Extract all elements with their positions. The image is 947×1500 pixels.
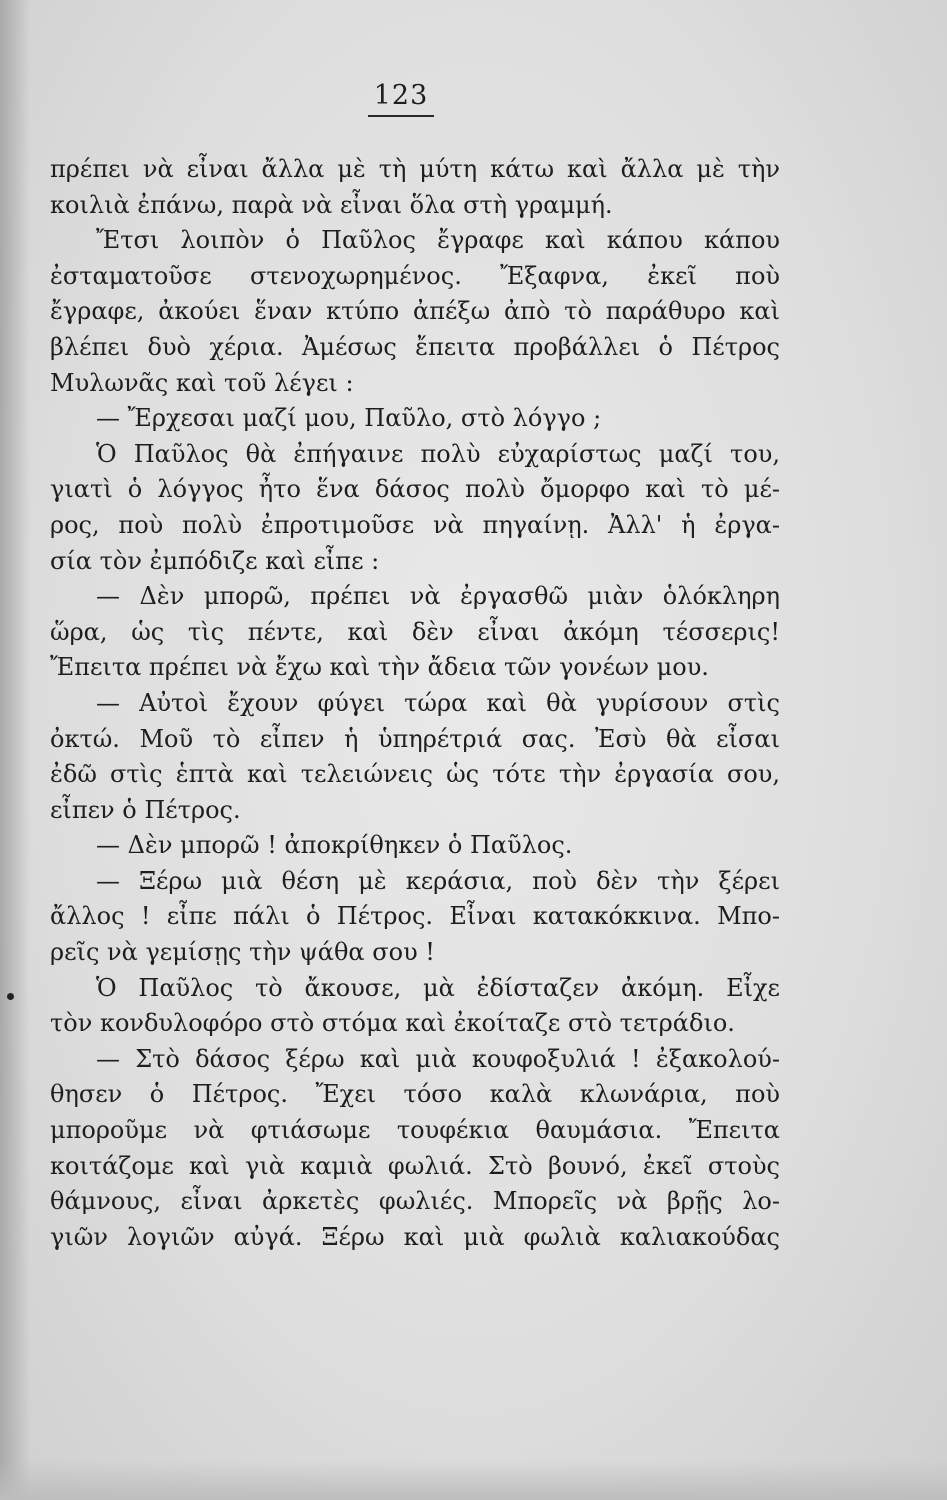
page-shadow-bottom xyxy=(0,1460,947,1500)
text-line: ρεῖς νὰ γεμίσῃς τὴν ψάθα σου ! xyxy=(50,938,435,967)
page-number: 123 xyxy=(368,80,434,117)
text-line: — Στὸ δάσος ξέρω καὶ μιὰ κουφοξυλιά ! ἐξακολού- xyxy=(96,1044,780,1073)
text-line: ὀκτώ. Μοῦ τὸ εἶπεν ἡ ὑπηρέτριά σας. Ἐσὺ θὰ εἶσαι xyxy=(50,724,780,753)
text-line: ἔγραφε, ἀκούει ἕναν κτύπο ἀπέξω ἀπὸ τὸ παράθυρο καὶ xyxy=(50,297,780,326)
text-line: σία τὸν ἐμπόδιζε καὶ εἶπε : xyxy=(50,546,380,575)
text-line: — Δὲν μπορῶ ! ἀποκρίθηκεν ὁ Παῦλος. xyxy=(96,831,573,860)
text-line: μποροῦμε νὰ φτιάσωμε τουφέκια θαυμάσια. Ἔπειτα xyxy=(50,1116,780,1145)
text-line: — Δὲν μπορῶ, πρέπει νὰ ἐργασθῶ μιὰν ὁλόκληρη xyxy=(96,582,780,611)
text-line: τὸν κονδυλοφόρο στὸ στόμα καὶ ἐκοίταζε στὸ τετράδιο. xyxy=(50,1009,735,1038)
body-text xyxy=(50,152,780,1255)
text-line: Ἔτσι λοιπὸν ὁ Παῦλος ἔγραφε καὶ κάπου κάπου xyxy=(96,226,780,255)
text-line: Ὁ Παῦλος τὸ ἄκουσε, μὰ ἐδίσταζεν ἀκόμη. Εἶχε xyxy=(96,973,780,1002)
text-line: — Αὐτοὶ ἔχουν φύγει τώρα καὶ θὰ γυρίσουν στὶς xyxy=(96,688,780,717)
text-line: κοιλιὰ ἐπάνω, παρὰ νὰ εἶναι ὅλα στὴ γραμμή. xyxy=(50,190,613,219)
text-line: πρέπει νὰ εἶναι ἄλλα μὲ τὴ μύτη κάτω καὶ ἄλλα μὲ τὴν xyxy=(50,155,780,183)
text-line: — Ἔρχεσαι μαζί μου, Παῦλο, στὸ λόγγο ; xyxy=(96,404,602,433)
text-line: γιῶν λογιῶν αὐγά. Ξέρω καὶ μιὰ φωλιὰ καλιακούδας xyxy=(50,1222,780,1251)
text-line: Μυλωνᾶς καὶ τοῦ λέγει : xyxy=(50,368,354,397)
text-line: ἐδῶ στὶς ἑπτὰ καὶ τελειώνεις ὡς τότε τὴν ἐργασία σου, xyxy=(50,760,780,789)
page-shadow-left xyxy=(0,0,30,1500)
text-line: Ὁ Παῦλος θὰ ἐπήγαινε πολὺ εὐχαρίστως μαζί του, xyxy=(96,439,780,468)
text-line: ἐσταματοῦσε στενοχωρημένος. Ἔξαφνα, ἐκεῖ ποὺ xyxy=(50,261,780,290)
text-line: ὥρα, ὡς τὶς πέντε, καὶ δὲν εἶναι ἀκόμη τέσσερις! xyxy=(50,617,780,646)
text-line: θάμνους, εἶναι ἀρκετὲς φωλιές. Μπορεῖς νὰ βρῇς λο- xyxy=(50,1187,780,1216)
text-line: — Ξέρω μιὰ θέση μὲ κεράσια, ποὺ δὲν τὴν ξέρει xyxy=(96,866,780,895)
text-line: θησεν ὁ Πέτρος. Ἔχει τόσο καλὰ κλωνάρια, ποὺ xyxy=(50,1080,780,1109)
text-line: Ἔπειτα πρέπει νὰ ἔχω καὶ τὴν ἄδεια τῶν γονέων μου. xyxy=(50,653,709,682)
text-line: κοιτάζομε καὶ γιὰ καμιὰ φωλιά. Στὸ βουνό, ἐκεῖ στοὺς xyxy=(50,1151,780,1180)
text-line: βλέπει δυὸ χέρια. Ἀμέσως ἔπειτα προβάλλει ὁ Πέτρος xyxy=(50,332,780,361)
text-line: γιατὶ ὁ λόγγος ἦτο ἕνα δάσος πολὺ ὄμορφο καὶ τὸ μέ- xyxy=(50,475,780,504)
ink-dot-mark xyxy=(7,993,14,1000)
text-line: ρος, ποὺ πολὺ ἐπροτιμοῦσε νὰ πηγαίνῃ. Ἀλλ' ἡ ἐργα- xyxy=(50,510,780,539)
text-line: εἶπεν ὁ Πέτρος. xyxy=(50,795,241,824)
text-line: ἄλλος ! εἶπε πάλι ὁ Πέτρος. Εἶναι κατακόκκινα. Μπο- xyxy=(50,902,780,931)
